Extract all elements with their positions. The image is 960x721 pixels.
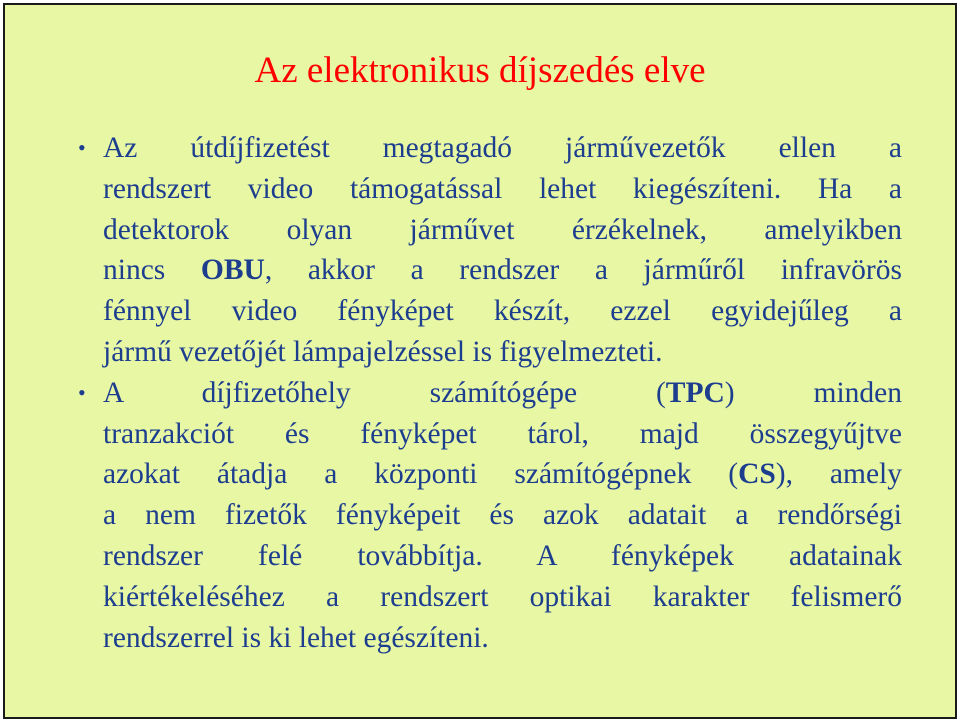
bullet-icon: •	[78, 135, 86, 160]
text-line: kiértékeléséhez a rendszert optikai karakter felismerő	[103, 580, 902, 613]
slide-title: Az elektronikus díjszedés elve	[254, 50, 706, 91]
text-line: rendszer felé továbbítja. A fényképek adatainak	[103, 539, 902, 572]
text-line: tranzakciót és fényképet tárol, majd összegyűjtve	[103, 417, 902, 450]
bullet-item-1	[78, 128, 902, 373]
text-line: detektorok olyan járművet érzékelnek, amelyikben	[103, 213, 902, 246]
text-line: a nem fizetők fényképeit és azok adatait a rendőrségi	[103, 499, 902, 532]
text-line: jármű vezetőjét lámpajelzéssel is figyelmezteti.	[103, 335, 663, 368]
text-line: fénnyel video fényképet készít, ezzel egyidejűleg a	[103, 295, 902, 328]
bullet-text	[103, 373, 902, 659]
bullet-item-2	[78, 373, 903, 659]
text-line: azokat átadja a központi számítógépnek (CS), amely	[103, 458, 902, 491]
slide	[3, 3, 957, 719]
bullet-icon: •	[78, 379, 86, 405]
bullet-text	[103, 128, 902, 373]
text-line: rendszerrel is ki lehet egészíteni.	[103, 621, 489, 654]
acronym-tpc: TPC	[665, 376, 725, 409]
text-line: A díjfizetőhely számítógépe (TPC) minden	[103, 376, 903, 409]
text-line: Az útdíjfizetést megtagadó járművezetők ellen a	[103, 132, 902, 164]
text-line: rendszert video támogatással lehet kiegészíteni. Ha a	[103, 172, 902, 205]
bullet-list	[78, 128, 903, 658]
acronym-cs: CS	[738, 458, 776, 491]
text-line: nincs OBU, akkor a rendszer a járműről infravörös	[103, 254, 902, 287]
acronym-obu: OBU	[200, 254, 265, 287]
